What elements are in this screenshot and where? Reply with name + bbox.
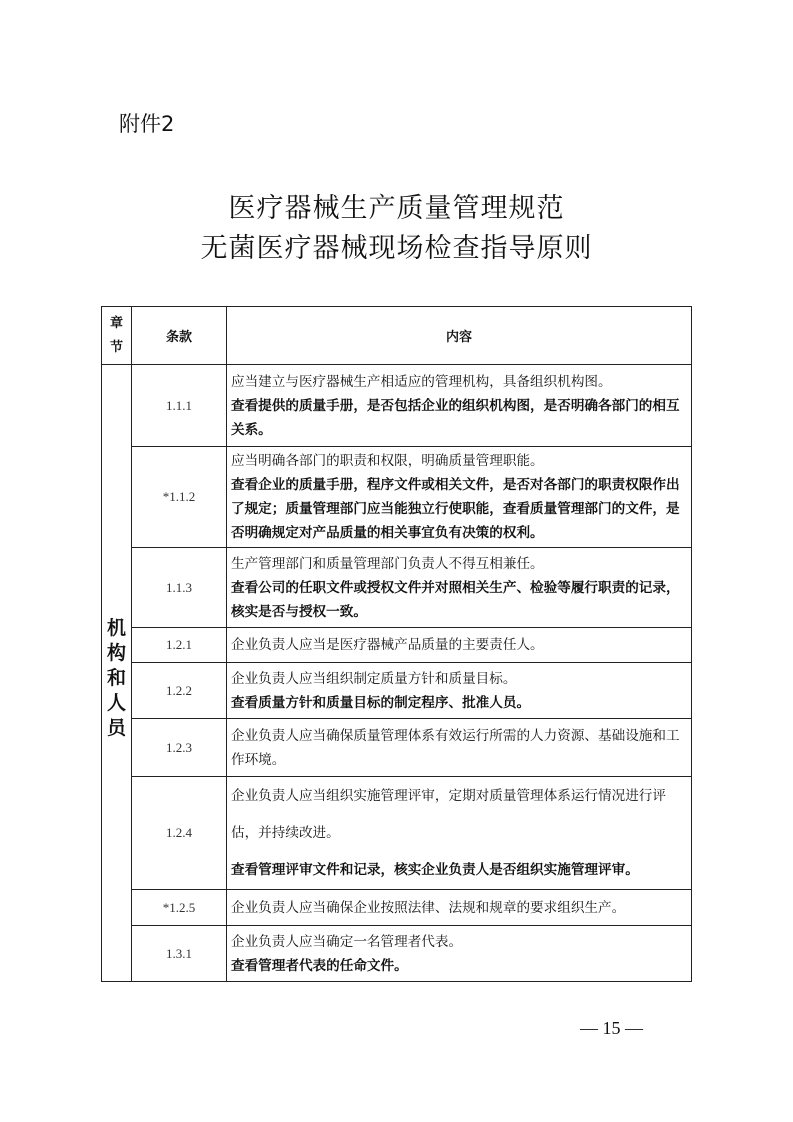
header-content: 内容: [227, 307, 692, 365]
check-method-text: 查看企业的质量手册，程序文件或相关文件，是否对各部门的职责权限作出了规定；质量管理部门应当能独立行使职能，查看质量管理部门的文件，是否明确规定对产品质量的相关事宜负有决策的权利。: [231, 477, 680, 541]
table-row: [102, 548, 692, 628]
requirement-text: 应当明确各部门的职责和权限，明确质量管理职能。: [231, 453, 544, 469]
clause-number: 1.2.2: [132, 663, 227, 719]
check-method-text: 查看管理者代表的任命文件。: [231, 957, 408, 974]
requirement-text: 企业负责人应当组织制定质量方针和质量目标。: [231, 670, 517, 687]
content-cell: [227, 628, 692, 663]
clause-number: 1.1.1: [132, 365, 227, 447]
clause-number: *1.1.2: [132, 447, 227, 548]
page-number: — 15 —: [580, 1018, 643, 1038]
requirement-text: 企业负责人应当确保质量管理体系有效运行所需的人力资源、基础设施和工作环境。: [231, 727, 680, 768]
document-title-line2: 无菌医疗器械现场检查指导原则: [200, 233, 593, 264]
content-cell: [227, 926, 692, 982]
table-row: [102, 926, 692, 982]
inspection-table: [101, 306, 692, 982]
content-cell: [227, 365, 692, 447]
chapter-name: 机构和人员: [106, 616, 126, 739]
table-row: [102, 890, 692, 926]
content-cell: [227, 777, 692, 890]
attachment-label: 附件2: [119, 112, 175, 136]
requirement-text: 企业负责人应当组织实施管理评审，定期对质量管理体系运行情况进行评估，并持续改进。: [231, 787, 666, 841]
table-header-row: [102, 307, 692, 365]
requirement-text: 企业负责人应当确定一名管理者代表。: [231, 933, 463, 950]
header-clause: 条款: [132, 307, 227, 365]
clause-number: 1.3.1: [132, 926, 227, 982]
document-title-line1: 医疗器械生产质量管理规范: [228, 193, 565, 224]
check-method-text: 查看公司的任职文件或授权文件并对照相关生产、检验等履行职责的记录，核实是否与授权一致。: [231, 579, 680, 620]
check-method-text: 查看提供的质量手册，是否包括企业的组织机构图，是否明确各部门的相互关系。: [231, 397, 680, 438]
clause-number: 1.2.4: [132, 777, 227, 890]
clause-number: *1.2.5: [132, 890, 227, 926]
table-row: [102, 447, 692, 548]
requirement-text: 应当建立与医疗器械生产相适应的管理机构，具备组织机构图。: [231, 373, 612, 390]
content-cell: [227, 548, 692, 628]
table-row: [102, 628, 692, 663]
check-method-text: 查看管理评审文件和记录，核实企业负责人是否组织实施管理评审。: [231, 861, 639, 878]
table-row: [102, 663, 692, 719]
table-row: [102, 777, 692, 890]
requirement-text: 生产管理部门和质量管理部门负责人不得互相兼任。: [231, 555, 544, 572]
table-row: [102, 719, 692, 777]
clause-number: 1.2.1: [132, 628, 227, 663]
content-cell: [227, 719, 692, 777]
check-method-text: 查看质量方针和质量目标的制定程序、批准人员。: [231, 694, 531, 711]
clause-number: 1.1.3: [132, 548, 227, 628]
table-row: [102, 365, 692, 447]
content-cell: [227, 663, 692, 719]
requirement-text: 企业负责人应当是医疗器械产品质量的主要责任人。: [231, 637, 544, 653]
header-chapter: [102, 307, 132, 365]
content-cell: [227, 890, 692, 926]
requirement-text: 企业负责人应当确保企业按照法律、法规和规章的要求组织生产。: [231, 899, 626, 916]
clause-number: 1.2.3: [132, 719, 227, 777]
content-cell: [227, 447, 692, 548]
header-chapter-label: 章节: [109, 315, 123, 355]
chapter-cell: [102, 365, 132, 982]
